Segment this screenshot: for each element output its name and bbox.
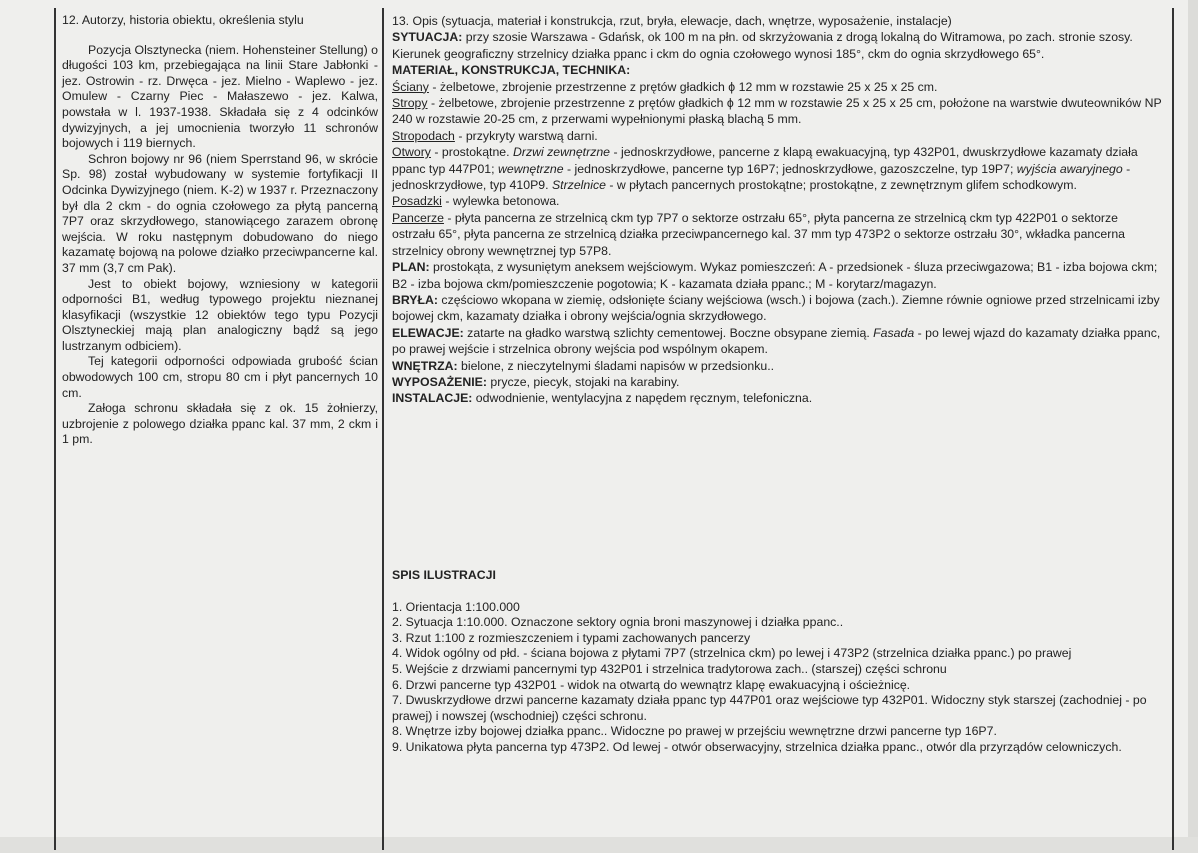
- otwory-term: wewnętrzne: [497, 161, 564, 176]
- right-column: [392, 13, 1164, 407]
- illustration-item: 6. Drzwi pancerne typ 432P01 - widok na otwartą do wewnątrz klapę ewakuacyjną i ościeżnicę.: [392, 677, 911, 692]
- bryla-paragraph: [392, 292, 1164, 325]
- illustrations-title: SPIS ILUSTRACJI: [392, 568, 496, 582]
- bryla-label: BRYŁA:: [392, 292, 438, 307]
- illustration-item: 4. Widok ogólny od płd. - ściana bojowa z płytami 7P7 (strzelnica ckm) po lewej i 473P2 (strzelnica działka ppanc.) po prawej: [392, 646, 1072, 661]
- sciany-text: - żelbetowe, zbrojenie przestrzenne z prętów gładkich ϕ 12 mm w rozstawie 25 x 25 x 25 cm.: [428, 79, 938, 94]
- illustration-item: 8. Wnętrze izby bojowej działka ppanc.. Widoczne po prawej w przejściu wewnętrzne drzwi pancerne typ 16P7.: [392, 724, 997, 739]
- pancerze-label: Pancerze: [392, 210, 444, 225]
- posadzki-label: Posadzki: [392, 194, 442, 209]
- stropodach-text: - przykryty warstwą darni.: [454, 128, 598, 143]
- illustration-item: 2. Sytuacja 1:10.000. Oznaczone sektory ognia broni maszynowej i działka ppanc..: [392, 615, 844, 630]
- illustration-item: 5. Wejście z drzwiami pancernymi typ 432P01 i strzelnica tradytorowa zach.. (starszej) części schronu: [392, 661, 947, 676]
- sciany-paragraph: [392, 79, 1164, 95]
- posadzki-text: - wylewka betonowa.: [441, 194, 560, 209]
- elewacje-term: Fasada: [873, 325, 915, 340]
- otwory-text: - jednoskrzydłowe, pancerne z klapą ewakuacyjną, typ 432P01, dwuskrzydłowe kazamaty działa ppanc typ 447P01;: [392, 145, 1138, 176]
- stropy-paragraph: [392, 95, 1164, 128]
- illustrations-list: [392, 600, 1162, 756]
- stropodach-label: Stropodach: [392, 128, 455, 143]
- section-12-header: 12. Autorzy, historia obiektu, określenia stylu: [62, 13, 304, 27]
- otwory-term: wyjścia awaryjnego: [1016, 161, 1123, 176]
- plan-text: prostokąta, z wysuniętym aneksem wejściowym. Wykaz pomieszczeń: A - przedsionek - śluza przeciwgazowa; B1 - izba bojowa ckm; B2 - izba bojowa ckm/pomieszczenie pogotowia; K - kazamata działa ppanc.; M - korytarz/magazyn.: [392, 260, 1158, 291]
- otwory-text: - w płytach pancernych prostokątne; prostokątne, z zewnętrznym glifem schodkowym.: [605, 178, 1077, 193]
- wnetrza-text: bielone, z nieczytelnymi śladami napisów w przedsionku..: [457, 358, 775, 373]
- elewacje-text: - po lewej wjazd do kazamaty działka ppanc, po prawej wejście i strzelnica obrony wejścia pod wspólnym okapem.: [392, 325, 1161, 357]
- history-paragraph: Pozycja Olsztynecka (niem. Hohensteiner Stellung) o długości 103 km, przebiegająca na linii Stare Jabłonki - jez. Ostrowin - rz. Drwęca - jez. Mielno - Waplewo - jez. Omulew - Czarny Piec - Małaszewo - jez. Kalwa, powstała w l. 1937-1938. Składała się z 4 odcinków dywizyjnych, a jej umocnienia tworzyło 11 schronów bojowych i 119 biernych.: [62, 42, 378, 151]
- illustration-item: 7. Dwuskrzydłowe drzwi pancerne kazamaty działa ppanc typ 447P01 oraz wejściowe typ 432P01. Widoczny styk starszej (zachodniej - po prawej) i nowszej (wschodniej) części schronu.: [392, 693, 1147, 723]
- wyposazenie-text: prycze, piecyk, stojaki na karabiny.: [486, 374, 680, 389]
- elewacje-label: ELEWACJE:: [392, 325, 464, 340]
- instalacje-text: odwodnienie, wentylacyjna z napędem ręcznym, telefoniczna.: [472, 391, 813, 406]
- material-heading: MATERIAŁ, KONSTRUKCJA, TECHNIKA:: [392, 63, 631, 78]
- scan-edge-right: [1188, 0, 1198, 853]
- illustration-item: 1. Orientacja 1:100.000: [392, 599, 520, 614]
- history-paragraph: Załoga schronu składała się z ok. 15 żołnierzy, uzbrojenie z polowego działka ppanc kal. 37 mm, 2 ckm i 1 pm.: [62, 401, 378, 447]
- otwory-text: - jednoskrzydłowe, pancerne typ 16P7; jednoskrzydłowe, gazoszczelne, typ 19P7;: [563, 161, 1017, 176]
- stropy-label: Stropy: [392, 96, 428, 111]
- illustration-item: 3. Rzut 1:100 z rozmieszczeniem i typami zachowanych pancerzy: [392, 630, 751, 645]
- history-paragraph: Schron bojowy nr 96 (niem Sperrstand 96, w skrócie Sp. 98) został wybudowany w systemie fortyfikacji II Odcinka Dywizyjnego (niem. K-2) w 1937 r. Przeznaczony był dla 2 ckm - do ognia czołowego za płytą pancerną 7P7 oraz skrzydłowego, stanowiącego zarazem obronę wejścia. W roku następnym dobudowano do niego kazamatę bojową na polowe działko przeciwpancerne kal. 37 mm (3,7 cm Pak).: [62, 151, 378, 275]
- wyposazenie-label: WYPOSAŻENIE:: [392, 374, 487, 389]
- otwory-text: - jednoskrzydłowe, typ 410P9.: [392, 161, 1131, 193]
- sytuacja-paragraph: [392, 29, 1164, 62]
- pancerze-paragraph: [392, 210, 1164, 259]
- posadzki-paragraph: [392, 193, 1164, 209]
- history-paragraph: Tej kategorii odporności odpowiada grubość ścian obwodowych 100 cm, stropu 80 cm i płyt pancernych 10 cm.: [62, 354, 378, 400]
- instalacje-label: INSTALACJE:: [392, 391, 473, 406]
- otwory-label: Otwory: [392, 145, 431, 160]
- otwory-text: - prostokątne.: [430, 145, 513, 160]
- stropy-text: - żelbetowe, zbrojenie przestrzenne z prętów gładkich ϕ 12 mm w rozstawie 25 x 25 x 25 cm, położone na warstwie dwuteowników NP 240 w rozstawie 20-25 cm, z przerwami wypełnionymi płaską blachą 5 mm.: [392, 96, 1162, 127]
- stropodach-paragraph: [392, 128, 1164, 144]
- illustrations-section: [392, 568, 1162, 756]
- sytuacja-text: przy szosie Warszawa - Gdańsk, ok 100 m na płn. od skrzyżowania z drogą lokalną do Witramowa, po zach. stronie szosy. Kierunek geograficzny strzelnicy działka ppanc i ckm do ognia czołowego wynosi 185°, ckm do ognia skrzydłowego 65°.: [392, 30, 1133, 61]
- wyposazenie-paragraph: [392, 374, 1164, 390]
- elewacje-paragraph: [392, 325, 1164, 358]
- section-13-header: 13. Opis (sytuacja, materiał i konstrukcja, rzut, bryła, elewacje, dach, wnętrze, wyposażenie, instalacje): [392, 14, 952, 28]
- history-paragraph: Jest to obiekt bojowy, wzniesiony w kategorii odporności B1, według typowego projektu nieznanej klasyfikacji (wszystkie 12 obiektów tego typu Pozycji Olsztyneckiej mają plan analogiczny bądź są jego lustrzanym odbiciem).: [62, 276, 378, 353]
- sciany-label: Ściany: [392, 79, 429, 94]
- otwory-term: Drzwi zewnętrzne: [512, 145, 611, 160]
- elewacje-text: zatarte na gładko warstwą szlichty cementowej. Boczne obsypane ziemią.: [463, 325, 874, 340]
- wnetrza-label: WNĘTRZA:: [392, 358, 458, 373]
- sytuacja-label: SYTUACJA:: [392, 30, 463, 45]
- left-column: [62, 13, 378, 448]
- wnetrza-paragraph: [392, 358, 1164, 374]
- otwory-term: Strzelnice: [551, 178, 606, 193]
- illustration-item: 9. Unikatowa płyta pancerna typ 473P2. Od lewej - otwór obserwacyjny, strzelnica działka ppanc., otwór dla przyrządów celowniczych.: [392, 739, 1122, 754]
- pancerze-text: - płyta pancerna ze strzelnicą ckm typ 7P7 o sektorze ostrzału 65°, płyta pancerna ze strzelnicą ckm typ 422P01 o sektorze ostrzału 65°, płyta pancerna ze strzelnicą działka przeciwpancernego kal. 37 mm typ 473P2 o sektorze ostrzału 30°, wkładka pancerna strzelnicy obrony wewnętrznej typ 57P8.: [392, 210, 1126, 258]
- plan-label: PLAN:: [392, 260, 430, 275]
- otwory-paragraph: [392, 144, 1164, 193]
- instalacje-paragraph: [392, 390, 1164, 406]
- bryla-text: częściowo wkopana w ziemię, odsłonięte ściany wejściowa (wsch.) i bojowa (zach.). Ziemne równie ogniowe przed strzelnicami izby bojowej ckm, kazamaty działka i obrony wejścia/ognia skrzydłowego.: [392, 292, 1160, 324]
- plan-paragraph: [392, 259, 1164, 292]
